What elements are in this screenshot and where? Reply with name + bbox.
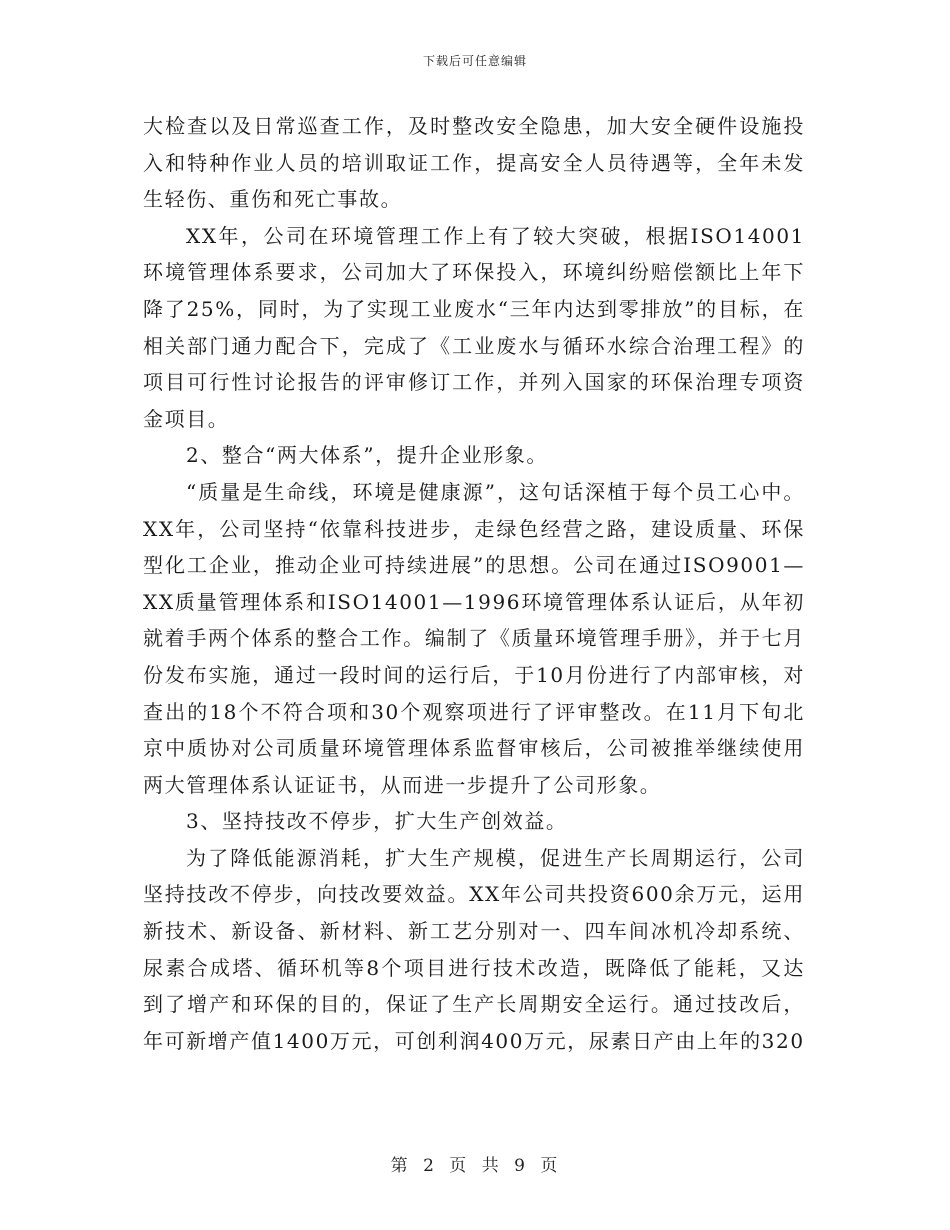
paragraph-quality-environment: “质量是生命线，环境是健康源”，这句话深植于每个员工心中。XX年，公司坚持“依靠科技进步，走绿色经营之路，建设质量、环保型化工企业，推动企业可持续进展”的思想。公司在通过ISO9001—XX质量管理体系和ISO14001—1996环境管理体系认证后，从年初就着手两个体系的整合工作。编制了《质量环境管理手册》，并于七月份发布实施，通过一段时间的运行后，于10月份进行了内部审核，对查出的18个不符合项和30个观察项进行了评审整改。在11月下旬北京中质协对公司质量环境管理体系监督审核后，公司被推举继续使用两大管理体系认证证书，从而进一步提升了公司形象。: [143, 479, 805, 797]
page-header-note: 下载后可任意编辑: [422, 54, 527, 68]
page-number-footer: 第 2 页 共 9 页: [390, 1156, 560, 1176]
paragraph-environment-management: XX年，公司在环境管理工作上有了较大突破，根据ISO14001环境管理体系要求，公司加大了环保投入，环境纠纷赔偿额比上年下降了25%，同时，为了实现工业废水“三年内达到零排放”的目标，在相关部门通力配合下，完成了《工业废水与循环水综合治理工程》的项目可行性讨论报告的评审修订工作，并列入国家的环保治理专项资金项目。: [143, 223, 805, 431]
paragraph-safety-continued: 大检查以及日常巡查工作，及时整改安全隐患，加大安全硬件设施投入和特种作业人员的培训取证工作，提高安全人员待遇等，全年未发生轻伤、重伤和死亡事故。: [143, 114, 805, 212]
document-body: [143, 108, 805, 1059]
section-heading-tech-reform: 3、坚持技改不停步，扩大生产创效益。: [186, 809, 568, 834]
section-heading-two-systems: 2、整合“两大体系”，提升企业形象。: [186, 443, 548, 468]
paragraph-tech-reform: 为了降低能源消耗，扩大生产规模，促进生产长周期运行，公司坚持技改不停步，向技改要效益。XX年公司共投资600余万元，运用新技术、新设备、新材料、新工艺分别对一、四车间冰机冷却系统、尿素合成塔、循环机等8个项目进行技术改造，既降低了能耗，又达到了增产和环保的目的，保证了生产长周期安全运行。通过技改后，年可新增产值1400万元，可创利润400万元，尿素日产由上年的320: [143, 845, 805, 1053]
